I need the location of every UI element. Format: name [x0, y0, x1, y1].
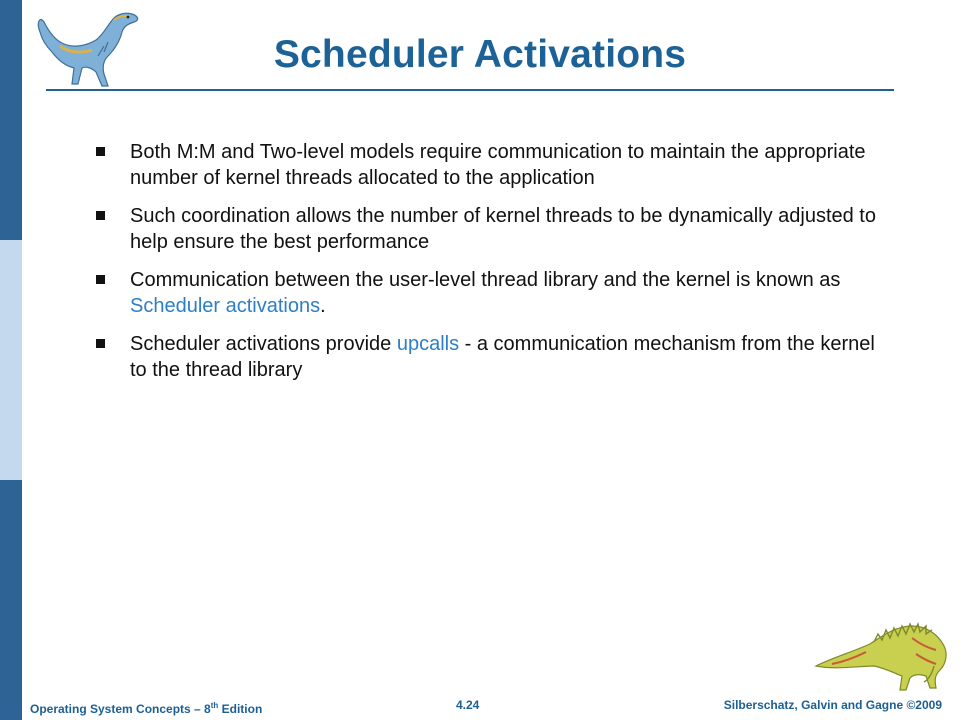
bullet-text-after: - a communication mechanism from the kernel to the thread library — [130, 333, 875, 381]
slide-title: Scheduler Activations — [273, 33, 687, 76]
footer-copyright: Silberschatz, Galvin and Gagne ©2009 — [723, 698, 942, 712]
bullet-item-2 — [96, 203, 876, 255]
bullet-square-icon — [96, 211, 105, 220]
bullet-text: Both M:M and Two-level models require communication to maintain the appropriate number of kernel threads allocated to the application — [130, 141, 866, 189]
page-number: 4.24 — [456, 698, 480, 712]
bullet-item-3 — [96, 267, 876, 319]
bullet-text-after: . — [320, 295, 326, 317]
bullet-highlight: Scheduler activations — [130, 295, 321, 317]
sidebar-middle-segment — [0, 240, 22, 480]
footer-book-title — [30, 701, 262, 716]
bullet-square-icon — [96, 339, 105, 348]
sidebar-bottom-segment — [0, 480, 22, 720]
bullet-list — [96, 139, 876, 395]
bullet-square-icon — [96, 147, 105, 156]
bullet-highlight: upcalls — [396, 333, 460, 355]
bullet-text: Communication between the user-level thread library and the kernel is known as — [130, 269, 841, 291]
bullet-item-4 — [96, 331, 876, 383]
footer-book-prefix: Operating System Concepts – 8 — [30, 702, 211, 716]
bullet-text: Scheduler activations provide — [130, 333, 397, 355]
bullet-text: Such coordination allows the number of kernel threads to be dynamically adjusted to help ensure the best performance — [130, 205, 876, 253]
bullet-square-icon — [96, 275, 105, 284]
title-divider — [46, 89, 894, 91]
dinosaur-bottom-icon — [812, 618, 952, 694]
footer-book-sup: th — [210, 701, 219, 710]
bullet-item-1 — [96, 139, 876, 191]
footer-book-suffix: Edition — [218, 702, 263, 716]
